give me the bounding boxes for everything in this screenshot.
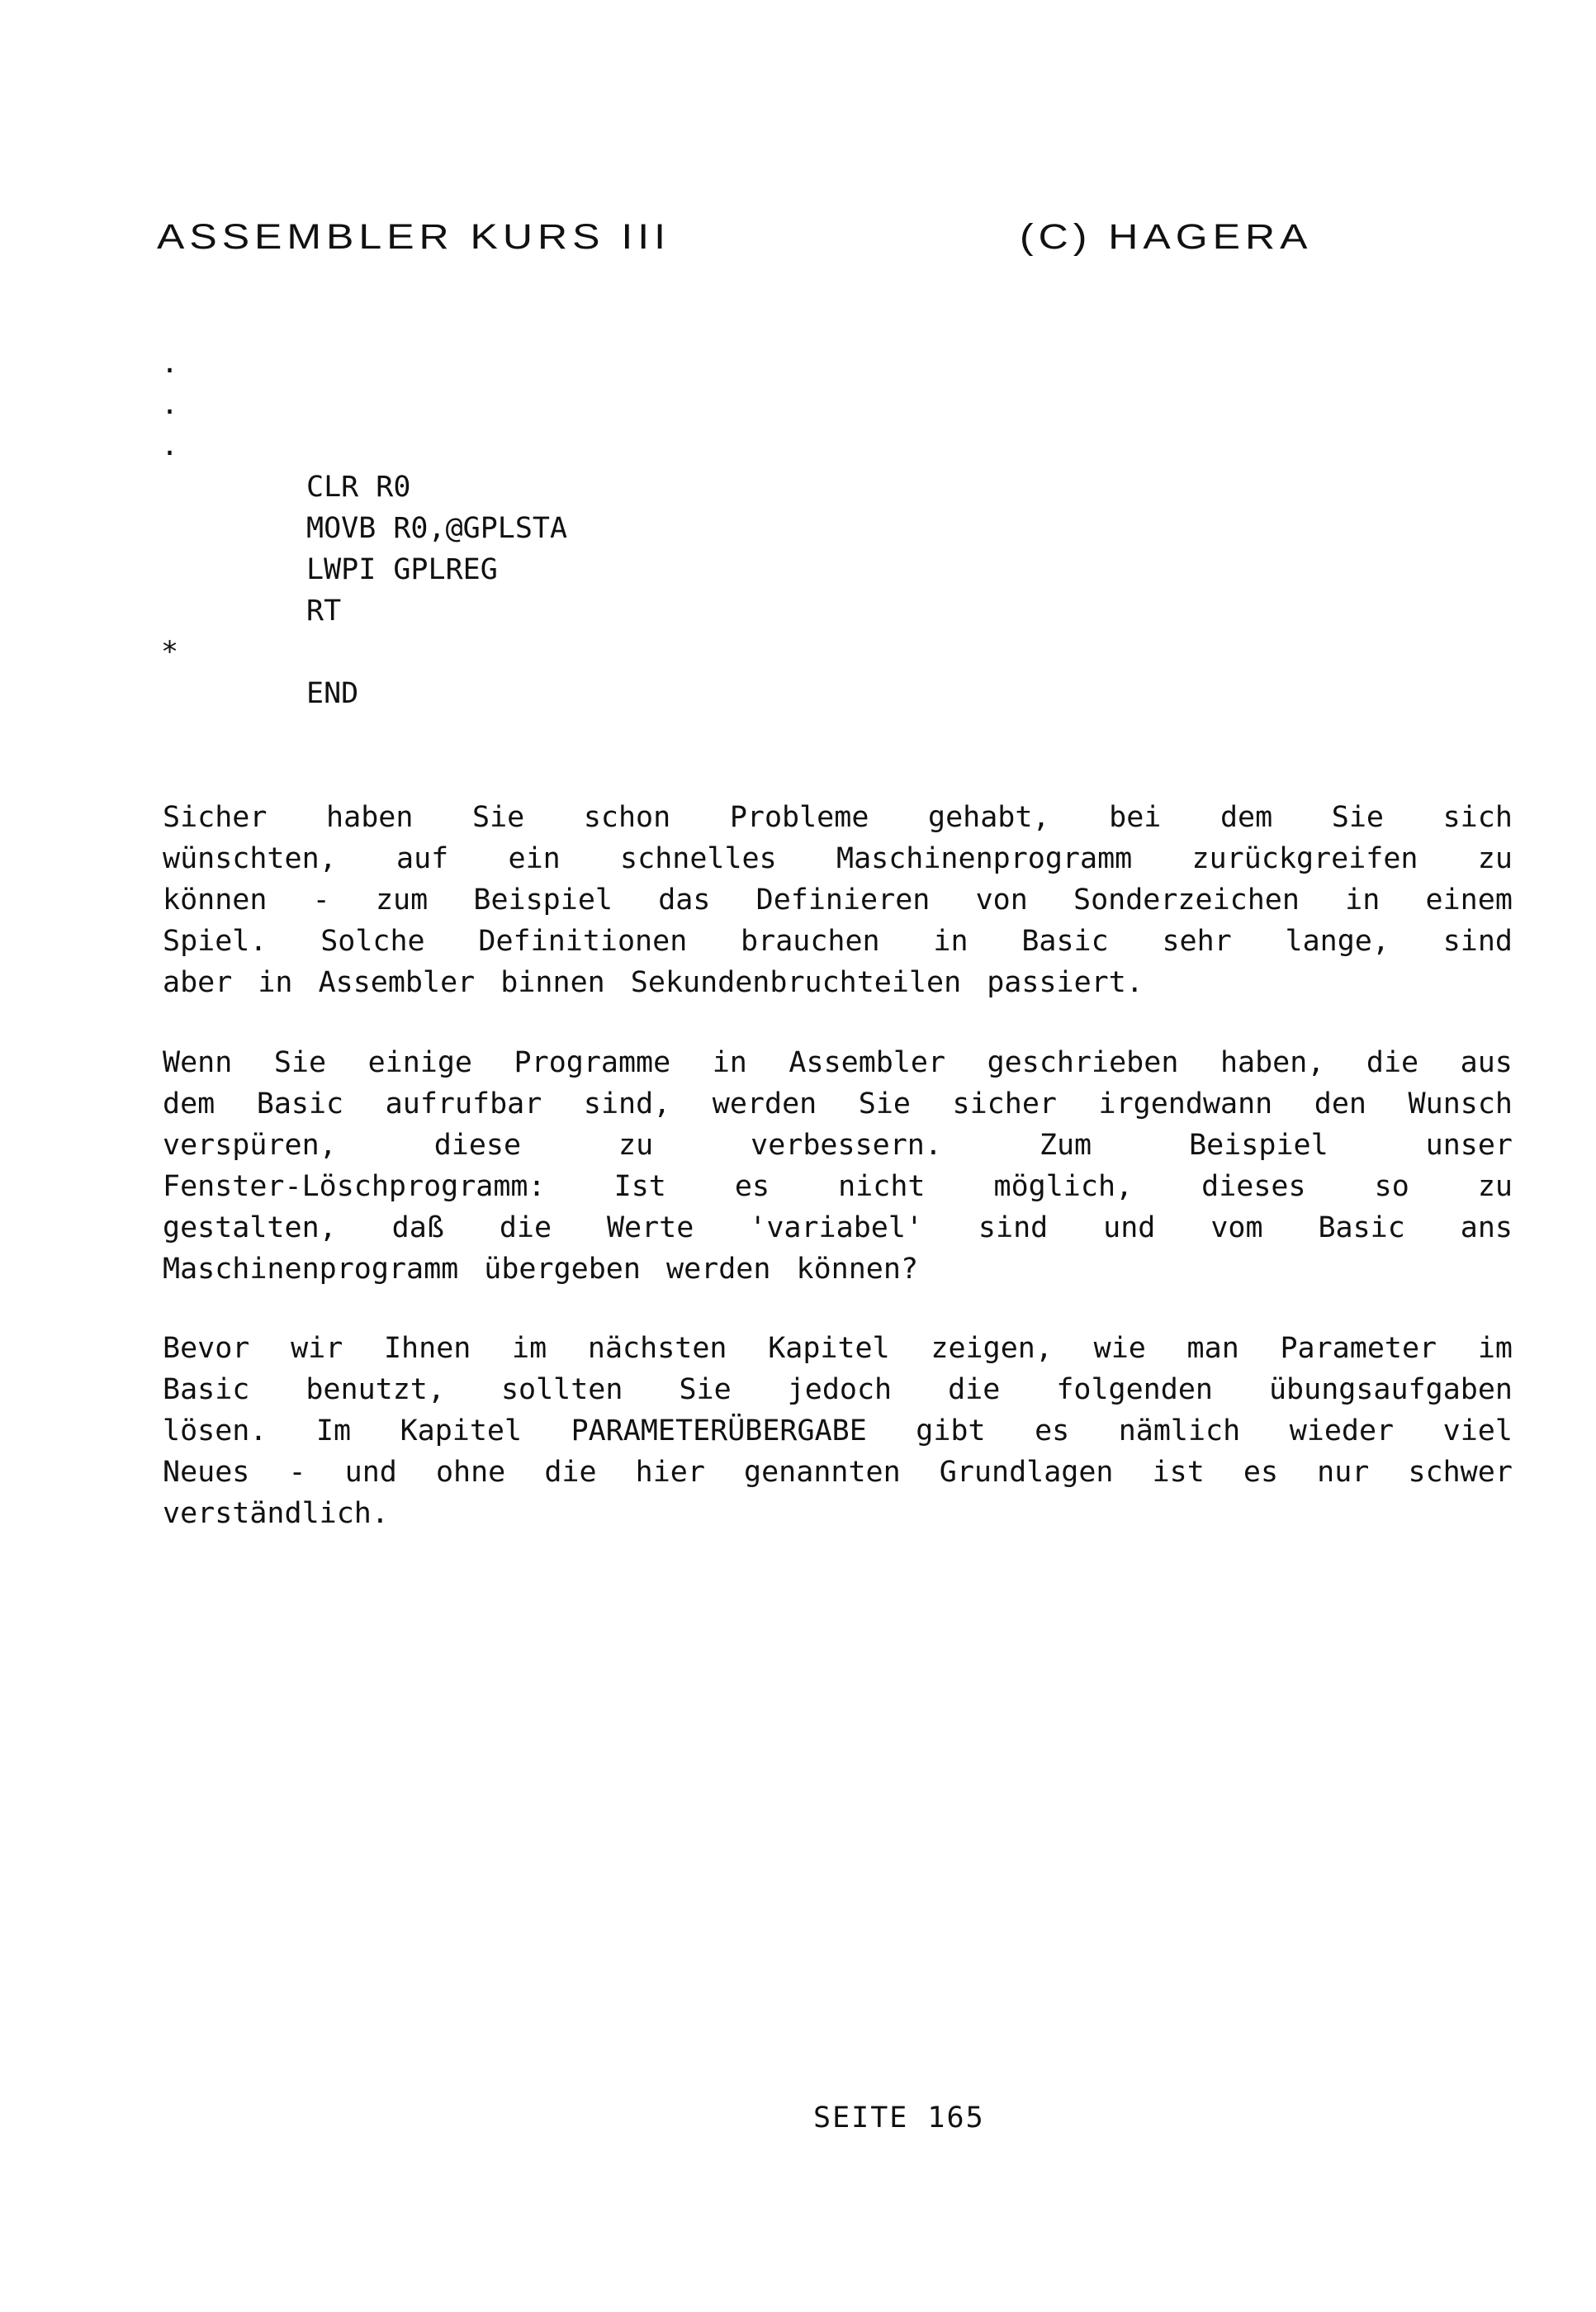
code-line-marker: .	[161, 347, 179, 380]
word: es	[1243, 1456, 1279, 1489]
word: wie	[1093, 1332, 1146, 1365]
word: Kapitel	[768, 1332, 890, 1365]
word: Sonderzeichen	[1073, 884, 1300, 917]
word: zu	[1477, 1170, 1513, 1203]
page-number: SEITE 165	[813, 2101, 985, 2134]
word: zu	[1477, 842, 1513, 875]
word: Definieren	[755, 884, 931, 917]
word: gehabt,	[928, 801, 1050, 834]
word: schnelles	[620, 842, 777, 875]
word: ist	[1152, 1456, 1205, 1489]
word: so	[1374, 1170, 1409, 1203]
word: diese	[433, 1129, 522, 1162]
word: lösen.	[163, 1414, 268, 1447]
word: Sie	[858, 1087, 911, 1120]
word: daß	[391, 1211, 444, 1244]
word: ohne	[435, 1456, 506, 1489]
word: zu	[618, 1129, 654, 1162]
word: möglich,	[993, 1170, 1134, 1203]
word: zurückgreifen	[1191, 842, 1418, 875]
word: Basic	[1318, 1211, 1405, 1244]
word: -	[288, 1456, 306, 1489]
word: schon	[583, 801, 671, 834]
code-statement: CLR R0	[306, 471, 411, 504]
word: haben	[326, 801, 414, 834]
word: einige	[367, 1046, 473, 1079]
word: 'variabel'	[749, 1211, 923, 1244]
word: sind	[1442, 925, 1513, 958]
word: im	[512, 1332, 547, 1365]
word: den	[1314, 1087, 1366, 1120]
word: Wenn	[163, 1046, 233, 1079]
word: Fenster-Löschprogramm:	[163, 1170, 546, 1203]
word: nämlich	[1118, 1414, 1241, 1447]
word: bei	[1109, 801, 1162, 834]
text-line	[163, 838, 1513, 879]
word: sollten	[500, 1373, 623, 1406]
word: einem	[1425, 884, 1513, 917]
word: aus	[1460, 1046, 1513, 1079]
text-line	[163, 1410, 1513, 1452]
word: Ist	[613, 1170, 666, 1203]
word: Sie	[1331, 801, 1384, 834]
word: im	[1477, 1332, 1513, 1365]
word: wir	[291, 1332, 343, 1365]
word: -	[312, 884, 330, 917]
word: in	[1345, 884, 1381, 917]
word: schwer	[1408, 1456, 1513, 1489]
word: gestalten,	[163, 1211, 337, 1244]
code-statement: MOVB R0,@GPLSTA	[306, 512, 568, 545]
word: zum	[375, 884, 429, 917]
text-line	[163, 1166, 1513, 1207]
word: Im	[315, 1414, 352, 1447]
code-statement: END	[306, 677, 359, 710]
word: unser	[1425, 1129, 1513, 1162]
word: und	[1103, 1211, 1156, 1244]
word: zeigen,	[931, 1332, 1053, 1365]
paragraph-2	[163, 1042, 1513, 1290]
word: verspüren,	[163, 1129, 337, 1162]
word: es	[1035, 1414, 1070, 1447]
word: werden	[712, 1087, 817, 1120]
word: in	[933, 925, 968, 958]
word: Ihnen	[383, 1332, 471, 1365]
word: die	[1366, 1046, 1419, 1079]
word: Bevor	[163, 1332, 250, 1365]
text-line: Maschinenprogramm übergeben werden können?	[163, 1253, 919, 1286]
code-line-marker: .	[161, 388, 179, 421]
text-line	[163, 1369, 1513, 1410]
word: dem	[163, 1087, 215, 1120]
word: von	[975, 884, 1028, 917]
word: verbessern.	[751, 1129, 942, 1162]
word: dem	[1219, 801, 1273, 834]
word: wieder	[1289, 1414, 1395, 1447]
word: es	[734, 1170, 770, 1203]
page-header	[157, 216, 1445, 266]
word: Probleme	[729, 801, 869, 834]
code-statement: RT	[306, 595, 342, 628]
word: nächsten	[587, 1332, 727, 1365]
word: dieses	[1201, 1170, 1306, 1203]
word: Zum	[1039, 1129, 1092, 1162]
word: vom	[1210, 1211, 1263, 1244]
text-line: aber in Assembler binnen Sekundenbruchteilen passiert.	[163, 966, 1144, 999]
word: jedoch	[787, 1373, 893, 1406]
word: die	[499, 1211, 552, 1244]
word: aufrufbar	[385, 1087, 542, 1120]
word: ans	[1460, 1211, 1513, 1244]
word: Basic	[163, 1373, 250, 1406]
code-statement: LWPI GPLREG	[306, 553, 498, 586]
word: das	[658, 884, 711, 917]
word: Sie	[472, 801, 525, 834]
word: nur	[1317, 1456, 1370, 1489]
word: übungsaufgaben	[1268, 1373, 1513, 1406]
word: Sie	[679, 1373, 732, 1406]
code-line-marker: *	[161, 636, 179, 669]
word: Grundlagen	[939, 1456, 1114, 1489]
word: Kapitel	[400, 1414, 523, 1447]
word: PARAMETERÜBERGABE	[571, 1414, 867, 1447]
text-line	[163, 797, 1513, 838]
word: Spiel.	[163, 925, 268, 958]
word: genannten	[744, 1456, 901, 1489]
word: Parameter	[1280, 1332, 1437, 1365]
text-line	[163, 1083, 1513, 1125]
text-line	[163, 921, 1513, 962]
text-line	[163, 1452, 1513, 1493]
word: und	[344, 1456, 397, 1489]
text-line: verständlich.	[163, 1497, 389, 1530]
code-line-marker: .	[161, 429, 179, 462]
word: sind	[978, 1211, 1049, 1244]
word: irgendwann	[1098, 1087, 1273, 1120]
word: Beispiel	[473, 884, 613, 917]
word: brauchen	[741, 925, 880, 958]
word: auf	[396, 842, 449, 875]
word: in	[712, 1046, 747, 1079]
word: die	[948, 1373, 1001, 1406]
word: lange,	[1285, 925, 1390, 958]
word: man	[1186, 1332, 1239, 1365]
copyright-notice: (C) HAGERA	[1020, 216, 1313, 257]
word: Solche	[320, 925, 425, 958]
word: nicht	[838, 1170, 926, 1203]
word: die	[544, 1456, 597, 1489]
word: sich	[1442, 801, 1513, 834]
word: sicher	[952, 1087, 1057, 1120]
word: Programme	[514, 1046, 671, 1079]
word: Wunsch	[1408, 1087, 1513, 1120]
word: sind,	[583, 1087, 671, 1120]
word: Maschinenprogramm	[836, 842, 1133, 875]
word: Definitionen	[478, 925, 688, 958]
course-title: ASSEMBLER KURS III	[157, 216, 671, 257]
text-line	[163, 879, 1513, 921]
word: haben,	[1219, 1046, 1325, 1079]
word: geschrieben	[987, 1046, 1179, 1079]
text-line	[163, 1207, 1513, 1248]
word: gibt	[916, 1414, 986, 1447]
word: Werte	[606, 1211, 694, 1244]
word: benutzt,	[305, 1373, 445, 1406]
word: Assembler	[789, 1046, 946, 1079]
paragraph-3	[163, 1328, 1513, 1534]
paragraph-1	[163, 797, 1513, 1003]
word: Basic	[1021, 925, 1109, 958]
word: hier	[635, 1456, 705, 1489]
word: können	[163, 884, 268, 917]
text-line	[163, 1328, 1513, 1369]
word: Sie	[273, 1046, 327, 1079]
word: folgenden	[1056, 1373, 1213, 1406]
word: ein	[508, 842, 561, 875]
word: Beispiel	[1189, 1129, 1328, 1162]
word: Sicher	[163, 801, 268, 834]
word: Basic	[256, 1087, 344, 1120]
word: viel	[1442, 1414, 1513, 1447]
word: Neues	[163, 1456, 250, 1489]
word: sehr	[1162, 925, 1232, 958]
text-line	[163, 1125, 1513, 1166]
text-line	[163, 1042, 1513, 1083]
word: wünschten,	[163, 842, 337, 875]
